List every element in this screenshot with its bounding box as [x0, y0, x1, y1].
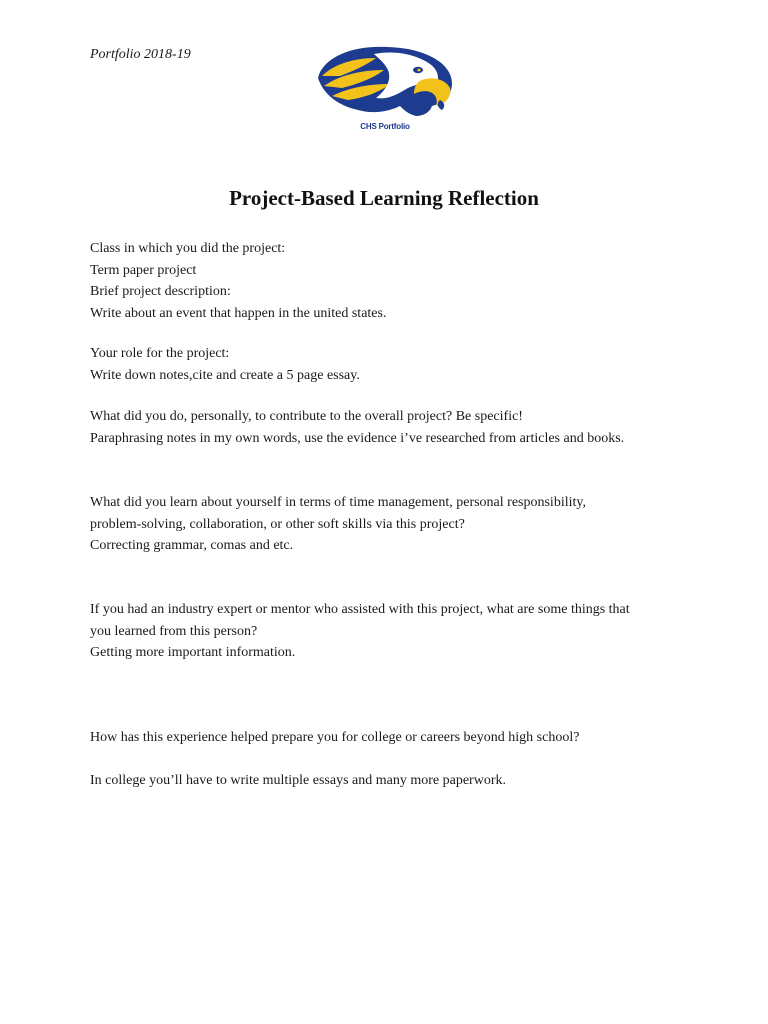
logo-caption: CHS Portfolio — [360, 122, 410, 131]
section-line: Getting more important information. — [90, 645, 296, 660]
section-line: Write about an event that happen in the united states. — [90, 305, 387, 321]
section-line: Class in which you did the project: — [90, 241, 286, 256]
school-logo — [312, 40, 458, 140]
section-contribution — [90, 406, 690, 449]
section-line: Paraphrasing notes in my own words, use the evidence i’ve researched from articles and books. — [90, 430, 625, 446]
page-title: Project-Based Learning Reflection — [229, 186, 539, 210]
section-line: What did you do, personally, to contribute to the overall project? Be specific! — [90, 409, 523, 424]
section-class — [90, 238, 690, 324]
section-line: problem-solving, collaboration, or other soft skills via this project? — [90, 516, 465, 532]
section-line: Write down notes,cite and create a 5 page essay. — [90, 367, 360, 383]
section-college-question — [90, 727, 690, 749]
section-line: If you had an industry expert or mentor who assisted with this project, what are some things that — [90, 602, 630, 617]
section-learning — [90, 492, 690, 557]
section-line: you learned from this person? — [90, 623, 258, 639]
section-line: Your role for the project: — [90, 346, 230, 361]
section-line: How has this experience helped prepare you for college or careers beyond high school? — [90, 730, 580, 745]
section-college-answer — [90, 770, 690, 792]
section-line: Term paper project — [90, 262, 197, 278]
section-role — [90, 343, 690, 386]
section-mentor — [90, 599, 690, 664]
section-line: Brief project description: — [90, 284, 231, 299]
section-line: Correcting grammar, comas and etc. — [90, 538, 294, 553]
section-line: What did you learn about yourself in terms of time management, personal responsibility, — [90, 495, 586, 510]
section-line: In college you’ll have to write multiple essays and many more paperwork. — [90, 773, 506, 788]
portfolio-year-label: Portfolio 2018-19 — [90, 47, 191, 62]
eagle-icon — [312, 40, 458, 122]
